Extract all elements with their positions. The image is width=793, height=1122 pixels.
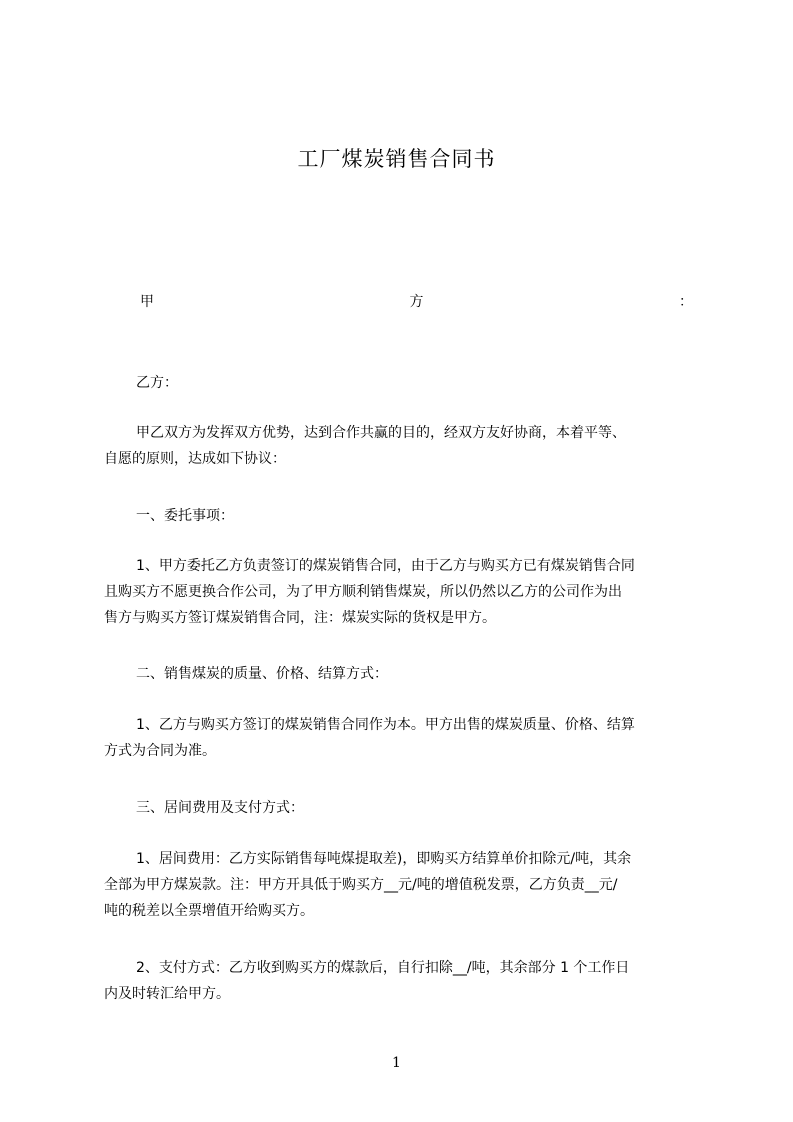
section-2-item-1-line-1: 1、乙方与购买方签订的煤炭销售合同作为本。甲方出售的煤炭质量、价格、结算 [136,717,635,733]
party-a-char-1: 甲 [140,294,154,310]
section-3-item-1-line-3: 吨的税差以全票增值开给购买方。 [104,903,314,919]
section-3-heading-text: 三、居间费用及支付方式： [136,800,304,816]
section-1-heading-text: 一、委托事项： [136,508,234,524]
intro-line-2: 自愿的原则，达成如下协议： [104,451,286,467]
section-2-item-1 [104,712,712,764]
section-3-item-2-line-1: 2、支付方式：乙方收到购买方的煤款后，自行扣除__/吨，其余部分 1 个工作日 [136,960,630,976]
party-a-line [140,291,693,311]
page-number: 1 [392,1055,401,1071]
section-3-heading [104,795,712,821]
section-3-item-1-line-1: 1、居间费用：乙方实际销售每吨煤提取差)，即购买方结算单价扣除元/吨，其余 [136,851,632,867]
section-1-item-1 [104,553,712,631]
section-3-item-2 [104,955,712,1007]
section-2-heading-text: 二、销售煤炭的质量、价格、结算方式： [136,666,388,682]
section-3-item-1 [104,846,712,924]
section-2-heading [104,661,712,687]
section-2-item-1-line-2: 方式为合同为准。 [104,743,216,759]
party-a-char-2: 方 [409,294,424,310]
party-b-label: 乙方： [136,375,178,391]
document-title: 工厂煤炭销售合同书 [297,147,496,171]
party-a-colon: ： [679,294,693,310]
party-b-line [104,370,712,396]
section-3-item-1-line-2: 全部为甲方煤炭款。注：甲方开具低于购买方__元/吨的增值税发票，乙方负责__元/ [104,877,618,893]
intro-paragraph [104,420,712,472]
section-1-item-1-line-2: 且购买方不愿更换合作公司，为了甲方顺利销售煤炭，所以仍然以乙方的公司作为出 [104,584,622,600]
section-1-item-1-line-1: 1、甲方委托乙方负责签订的煤炭销售合同，由于乙方与购买方已有煤炭销售合同 [136,558,635,574]
section-1-heading [104,503,712,529]
intro-line-1: 甲乙双方为发挥双方优势，达到合作共赢的目的，经双方友好协商，本着平等、 [136,425,626,441]
section-1-item-1-line-3: 售方与购买方签订煤炭销售合同，注：煤炭实际的货权是甲方。 [104,610,496,626]
section-3-item-2-line-2: 内及时转汇给甲方。 [104,986,230,1002]
